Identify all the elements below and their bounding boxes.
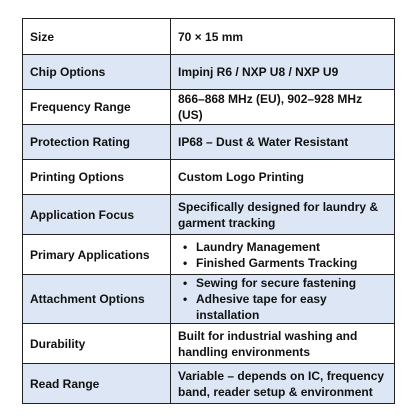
row-value — [171, 235, 395, 275]
row-label: Read Range — [23, 364, 171, 404]
bullet-item — [178, 255, 387, 271]
row-value: IP68 – Dust & Water Resistant — [171, 125, 395, 160]
row-value: 866–868 MHz (EU), 902–928 MHz (US) — [171, 90, 395, 125]
row-frequency-range — [23, 90, 395, 125]
bullet-list — [178, 239, 387, 271]
row-value: Custom Logo Printing — [171, 160, 395, 195]
bullet-item — [178, 291, 387, 323]
row-read-range — [23, 364, 395, 404]
row-primary-applications — [23, 235, 395, 275]
row-label: Size — [23, 19, 171, 55]
row-attachment-options — [23, 275, 395, 324]
bullet-icon: • — [183, 239, 188, 254]
bullet-icon: • — [183, 255, 188, 270]
bullet-item — [178, 275, 387, 291]
row-value: 70 × 15 mm — [171, 19, 395, 55]
row-protection-rating — [23, 125, 395, 160]
bullet-text: Finished Garments Tracking — [196, 255, 358, 270]
row-chip-options — [23, 55, 395, 90]
row-label: Durability — [23, 324, 171, 364]
bullet-text: Laundry Management — [196, 239, 321, 254]
bullet-icon: • — [183, 292, 188, 306]
row-label: Frequency Range — [23, 90, 171, 125]
row-value — [171, 275, 395, 324]
row-size — [23, 19, 395, 55]
row-label: Attachment Options — [23, 275, 171, 324]
row-application-focus — [23, 195, 395, 235]
bullet-text: Adhesive tape for easy installation — [196, 292, 327, 322]
bullet-item — [178, 239, 387, 255]
bullet-text: Sewing for secure fastening — [196, 276, 357, 290]
row-label: Printing Options — [23, 160, 171, 195]
row-label: Application Focus — [23, 195, 171, 235]
row-printing-options — [23, 160, 395, 195]
row-value: Built for industrial washing and handling environments — [171, 324, 395, 364]
row-value: Impinj R6 / NXP U8 / NXP U9 — [171, 55, 395, 90]
row-value: Specifically designed for laundry & garment tracking — [171, 195, 395, 235]
bullet-list — [178, 275, 387, 323]
row-label: Chip Options — [23, 55, 171, 90]
bullet-icon: • — [183, 276, 188, 290]
row-label: Protection Rating — [23, 125, 171, 160]
row-value: Variable – depends on IC, frequency band, reader setup & environment — [171, 364, 395, 404]
row-label: Primary Applications — [23, 235, 171, 275]
row-durability — [23, 324, 395, 364]
spec-table — [22, 18, 395, 404]
